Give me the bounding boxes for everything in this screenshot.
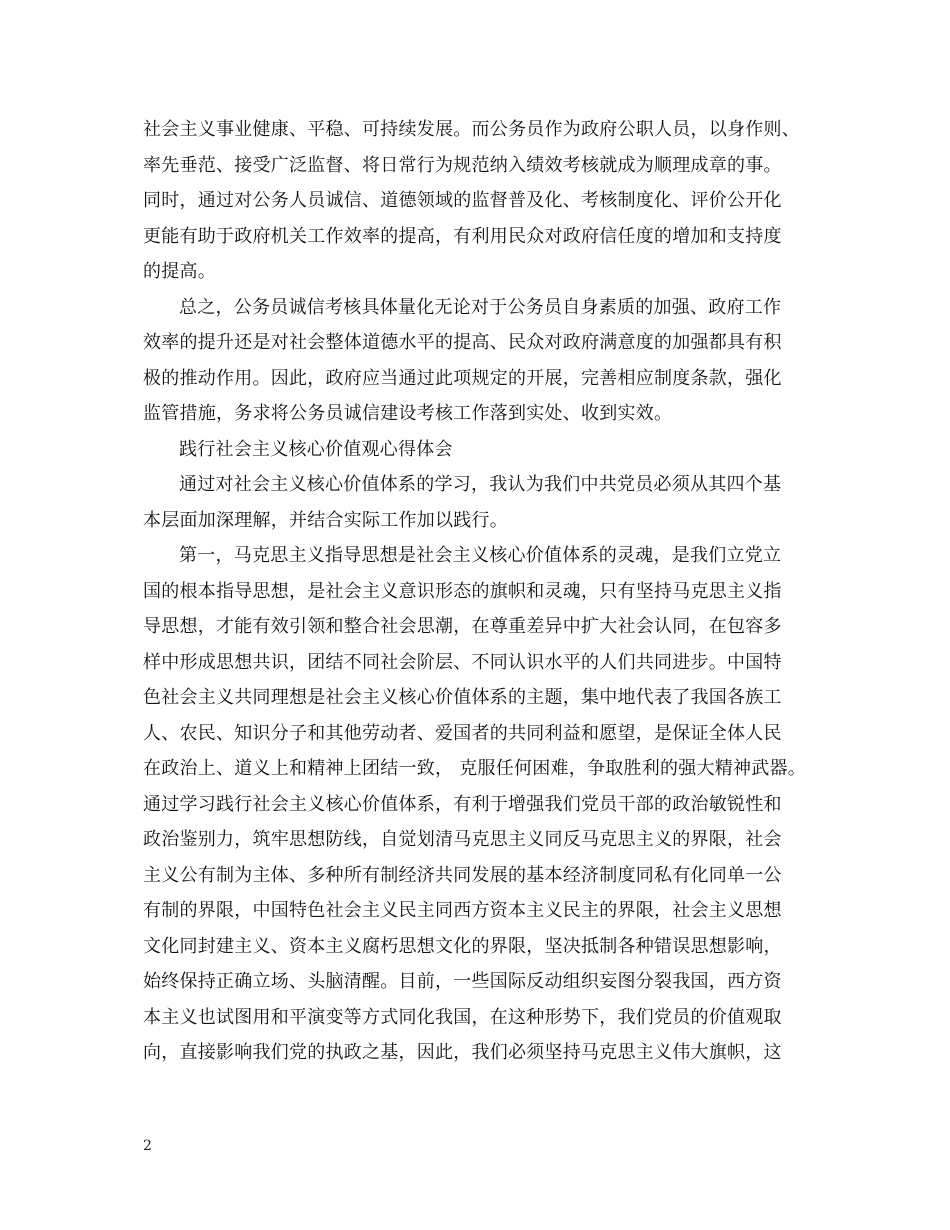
text-line: 文化同封建主义、资本主义腐朽思想文化的界限，坚决抵制各种错误思想影响， — [143, 935, 782, 957]
text-line: 样中形成思想共识，团结不同社会阶层、不同认识水平的人们共同进步。中国特 — [143, 651, 782, 673]
text-line: 率先垂范、接受广泛监督、将日常行为规范纳入绩效考核就成为顺理成章的事。 — [143, 154, 782, 176]
text-line: 效率的提升还是对社会整体道德水平的提高、民众对政府满意度的加强都具有积 — [143, 332, 782, 353]
text-line: 践行社会主义核心价值观心得体会 — [179, 438, 453, 460]
text-line: 通过学习践行社会主义核心价值体系，有利于增强我们党员干部的政治敏锐性和 — [143, 793, 782, 815]
text-line: 第一，马克思主义指导思想是社会主义核心价值体系的灵魂，是我们立党立 — [179, 545, 782, 566]
text-line: 始终保持正确立场、头脑清醒。目前，一些国际反动组织妄图分裂我国，西方资 — [143, 971, 782, 992]
text-line: 更能有助于政府机关工作效率的提高，有利用民众对政府信任度的增加和支持度 — [143, 225, 782, 247]
text-line: 通过对社会主义核心价值体系的学习，我认为我们中共党员必须从其四个基 — [179, 474, 782, 495]
text-line: 在政治上、道义上和精神上团结一致， 克服任何困难，争取胜利的强大精神武器。 — [143, 758, 806, 779]
text-line: 总之，公务员诚信考核具体量化无论对于公务员自身素质的加强、政府工作 — [179, 296, 782, 318]
text-line: 国的根本指导思想，是社会主义意识形态的旗帜和灵魂，只有坚持马克思主义指 — [143, 580, 782, 602]
text-line: 监管措施，务求将公务员诚信建设考核工作落到实处、收到实效。 — [143, 403, 673, 424]
text-line: 的提高。 — [143, 261, 216, 282]
text-line: 极的推动作用。因此，政府应当通过此项规定的开展，完善相应制度条款，强化 — [143, 367, 782, 389]
text-line: 主义公有制为主体、多种所有制经济共同发展的基本经济制度同私有化同单一公 — [143, 864, 782, 886]
body-text — [143, 112, 815, 1071]
text-line: 本层面加深理解，并结合实际工作加以践行。 — [143, 509, 508, 531]
text-line: 人、农民、知识分子和其他劳动者、爱国者的共同利益和愿望，是保证全体人民 — [143, 722, 782, 744]
text-line: 社会主义事业健康、平稳、可持续发展。而公务员作为政府公职人员，以身作则、 — [143, 119, 800, 140]
text-line: 本主义也试图用和平演变等方式同化我国，在这种形势下，我们党员的价值观取 — [143, 1006, 782, 1028]
text-line: 同时，通过对公务人员诚信、道德领域的监督普及化、考核制度化、评价公开化 — [143, 190, 782, 211]
text-line: 有制的界限，中国特色社会主义民主同西方资本主义民主的界限，社会主义思想 — [143, 900, 782, 921]
text-line: 政治鉴别力，筑牢思想防线，自觉划清马克思主义同反马克思主义的界限，社会 — [143, 829, 782, 850]
text-line: 向，直接影响我们党的执政之基，因此，我们必须坚持马克思主义伟大旗帜，这 — [143, 1042, 782, 1063]
page-number: 2 — [143, 1138, 152, 1154]
text-line: 导思想，才能有效引领和整合社会思潮，在尊重差异中扩大社会认同，在包容多 — [143, 616, 782, 637]
text-line: 色社会主义共同理想是社会主义核心价值体系的主题，集中地代表了我国各族工 — [143, 687, 782, 708]
